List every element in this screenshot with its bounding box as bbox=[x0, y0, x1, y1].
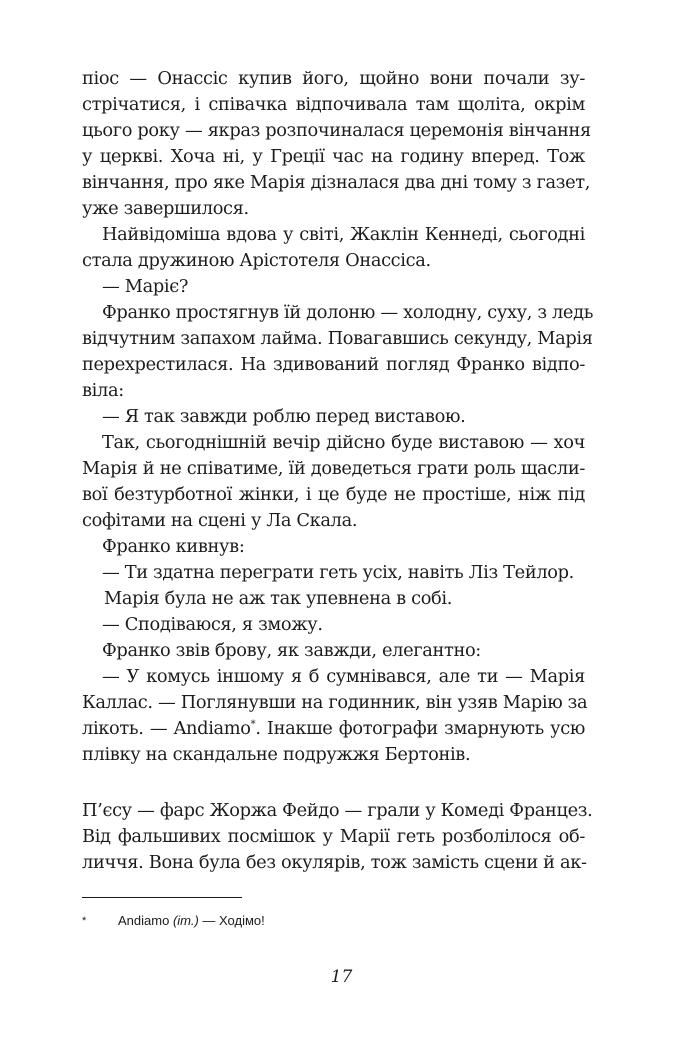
text-line: плівку на скандальне подружжя Бертонів. bbox=[82, 744, 471, 765]
text-line: Франко звів брову, як завжди, елегантно: bbox=[102, 640, 481, 661]
text-line: вої безтурботної жінки, і це буде не простіше, ніж під bbox=[82, 484, 585, 505]
footnote-mark: * bbox=[82, 915, 87, 927]
footnote-translation: — Ходімо! bbox=[202, 913, 265, 928]
text-line: віла: bbox=[82, 380, 124, 401]
text-line: Каллас. — Поглянувши на годинник, він узяв Марію за bbox=[82, 692, 588, 713]
text-line: цього року — якраз розпочиналася церемонія вінчання bbox=[82, 120, 591, 141]
text-line: вінчання, про яке Марія дізналася два дні тому з газет, bbox=[82, 172, 591, 193]
footnote bbox=[82, 912, 582, 930]
footnote-term: Andiamo bbox=[118, 913, 170, 928]
text-line: П’єсу — фарс Жоржа Фейдо — грали у Комеді Францез. bbox=[82, 800, 593, 821]
text-line: Від фальшивих посмішок у Марії геть розболілося об- bbox=[82, 826, 585, 847]
dialogue-line: — У комусь іншому я б сумнівався, але ти — Марія bbox=[102, 666, 585, 687]
dialogue-line: — Маріє? bbox=[102, 276, 189, 297]
text-line: стрічатися, і співачка відпочивала там щоліта, окрім bbox=[82, 94, 585, 115]
text-line: Франко простягнув їй долоню — холодну, суху, з ледь bbox=[102, 302, 594, 323]
body-text bbox=[82, 66, 594, 876]
footnote-language: (іт.) bbox=[172, 913, 199, 928]
text-line bbox=[82, 716, 585, 742]
text-line: перехрестилася. На здивований погляд Франко відпо- bbox=[82, 354, 585, 375]
text-line: уже завершилося. bbox=[82, 198, 249, 219]
text-line: у церкві. Хоча ні, у Греції час на годину вперед. Тож bbox=[82, 146, 585, 167]
footnote-divider bbox=[82, 897, 242, 898]
section-break bbox=[82, 768, 585, 798]
dialogue-line: — Сподіваюся, я зможу. bbox=[102, 614, 323, 635]
text-line: Найвідоміша вдова у світі, Жаклін Кеннеді, сьогодні bbox=[102, 224, 585, 245]
text-line: Франко кивнув: bbox=[102, 536, 245, 557]
text-line: Марія й не співатиме, їй доведеться грати роль щасли- bbox=[82, 458, 585, 479]
text-line: піос — Онассіс купив його, щойно вони почали зу- bbox=[82, 68, 585, 89]
text-line: Марія була не аж так упевнена в собі. bbox=[104, 588, 453, 609]
text-line: софітами на сцені у Ла Скала. bbox=[82, 510, 358, 531]
text-line: стала дружиною Арістотеля Онассіса. bbox=[82, 250, 431, 271]
text-line: личчя. Вона була без окулярів, тож замість сцени й ак- bbox=[82, 852, 587, 873]
text-line: відчутним запахом лайма. Повагавшись секунду, Марія bbox=[82, 328, 593, 349]
text-fragment: лікоть. — Andiamo bbox=[82, 718, 251, 739]
dialogue-line: — Ти здатна переграти геть усіх, навіть Ліз Тейлор. bbox=[102, 562, 574, 583]
text-line: Так, сьогоднішній вечір дійсно буде виставою — хоч bbox=[102, 432, 585, 453]
footnote-text bbox=[118, 913, 265, 928]
dialogue-line: — Я так завжди роблю перед виставою. bbox=[102, 406, 466, 427]
footnote-reference[interactable]: * bbox=[250, 719, 256, 731]
text-fragment: . Інакше фотографи змарнують усю bbox=[255, 718, 585, 739]
page-number: 17 bbox=[330, 967, 353, 987]
